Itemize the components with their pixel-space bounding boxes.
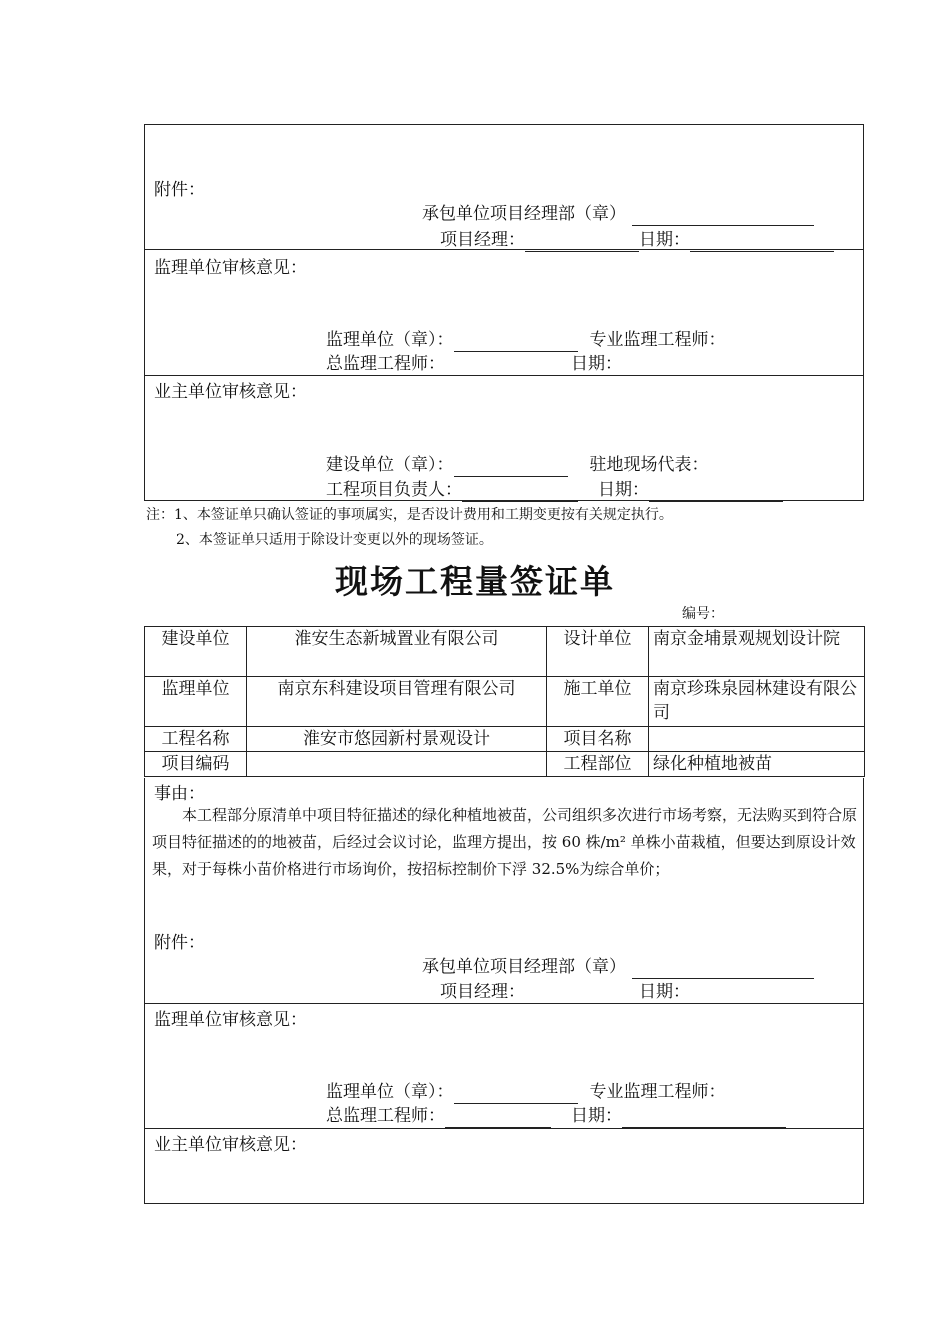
- date-label: 日期：: [571, 1106, 622, 1126]
- cell-value: 南京珍珠泉园林建设有限公司: [649, 677, 865, 727]
- cell-label: 建设单位: [145, 627, 247, 677]
- table-row: [145, 752, 865, 777]
- project-lead-field[interactable]: [462, 483, 578, 502]
- pro-engineer-label: 专业监理工程师：: [589, 1082, 726, 1102]
- contractor-stamp-field[interactable]: [632, 960, 814, 979]
- cell-label: 项目名称: [547, 727, 649, 752]
- table-row: [145, 627, 865, 677]
- cell-value: 淮安市悠园新村景观设计: [247, 727, 547, 752]
- date-label: 日期：: [639, 982, 690, 1002]
- chief-engineer-field[interactable]: [445, 1109, 551, 1128]
- project-manager-label: 项目经理：: [440, 230, 525, 250]
- attachment-label: 附件：: [154, 180, 205, 200]
- date-field[interactable]: [622, 357, 786, 376]
- cell-value[interactable]: [649, 727, 865, 752]
- project-info-table: [144, 626, 865, 777]
- reason-text-body: 本工程部分原清单中项目特征描述的绿化种植地被苗，公司组织多次进行市场考察，无法购买到符合原项目特征描述的的地被苗，后经过会议讨论，监理方提出，按 60 株/m² 单株小苗栽植，但要达到原设计效果，对于每株小苗价格进行市场询价，按招标控制价下浮 32.5%为综合单价；: [152, 806, 858, 878]
- supervisor-stamp-label: 监理单位（章）：: [326, 1082, 454, 1102]
- cell-value: 绿化种植地被苗: [649, 752, 865, 777]
- contractor-stamp-line: [422, 202, 814, 226]
- contractor-stamp-label: 承包单位项目经理部（章）: [422, 957, 626, 977]
- cell-value[interactable]: [247, 752, 547, 777]
- attachment-label: 附件：: [154, 933, 205, 953]
- supervisor-stamp-line: [326, 328, 726, 352]
- project-lead-line: [326, 478, 783, 502]
- chief-engineer-field[interactable]: [445, 357, 551, 376]
- cell-label: 设计单位: [547, 627, 649, 677]
- supervisor-stamp-line: [326, 1080, 726, 1104]
- date-label: 日期：: [598, 480, 649, 500]
- owner-opinion-label: 业主单位审核意见：: [154, 1135, 307, 1155]
- note-line-2: 2、本签证单只适用于除设计变更以外的现场签证。: [176, 532, 493, 548]
- supervisor-stamp-field[interactable]: [454, 1085, 578, 1104]
- reason-text: [152, 802, 858, 883]
- number-label: 编号：: [682, 606, 724, 622]
- chief-engineer-label: 总监理工程师：: [326, 1106, 445, 1126]
- builder-stamp-line: [326, 453, 709, 477]
- date-label: 日期：: [571, 354, 622, 374]
- cell-label: 施工单位: [547, 677, 649, 727]
- supervisor-stamp-label: 监理单位（章）：: [326, 330, 454, 350]
- chief-engineer-line: [326, 352, 786, 376]
- note-line-1: 注：1、本签证单只确认签证的事项属实，是否设计费用和工期变更按有关规定执行。: [146, 507, 673, 523]
- cell-value: 淮安生态新城置业有限公司: [247, 627, 547, 677]
- supervisor-opinion-label: 监理单位审核意见：: [154, 1010, 307, 1030]
- contractor-stamp-field[interactable]: [632, 207, 814, 226]
- reason-label: 事由：: [154, 784, 205, 804]
- date-field[interactable]: [622, 1109, 786, 1128]
- owner-opinion-label: 业主单位审核意见：: [154, 382, 307, 402]
- supervisor-opinion-label: 监理单位审核意见：: [154, 258, 307, 278]
- cell-label: 工程名称: [145, 727, 247, 752]
- project-manager-label: 项目经理：: [440, 982, 525, 1002]
- date-label: 日期：: [639, 230, 690, 250]
- form-title: 现场工程量签证单: [335, 562, 615, 601]
- contractor-stamp-line: [422, 955, 814, 979]
- cell-label: 监理单位: [145, 677, 247, 727]
- pro-engineer-label: 专业监理工程师：: [589, 330, 726, 350]
- contractor-stamp-label: 承包单位项目经理部（章）: [422, 204, 626, 224]
- cell-label: 项目编码: [145, 752, 247, 777]
- project-manager-line: [440, 980, 834, 1004]
- site-rep-label: 驻地现场代表：: [589, 455, 709, 475]
- table-row: [145, 677, 865, 727]
- project-manager-field[interactable]: [525, 985, 639, 1004]
- chief-engineer-line: [326, 1104, 786, 1128]
- cell-value: 南京东科建设项目管理有限公司: [247, 677, 547, 727]
- builder-stamp-field[interactable]: [454, 458, 568, 477]
- supervisor-stamp-field[interactable]: [454, 333, 578, 352]
- cell-label: 工程部位: [547, 752, 649, 777]
- table-row: [145, 727, 865, 752]
- date-field[interactable]: [690, 985, 834, 1004]
- builder-stamp-label: 建设单位（章）：: [326, 455, 454, 475]
- project-lead-label: 工程项目负责人：: [326, 480, 462, 500]
- cell-value: 南京金埔景观规划设计院: [649, 627, 865, 677]
- date-field[interactable]: [649, 483, 783, 502]
- chief-engineer-label: 总监理工程师：: [326, 354, 445, 374]
